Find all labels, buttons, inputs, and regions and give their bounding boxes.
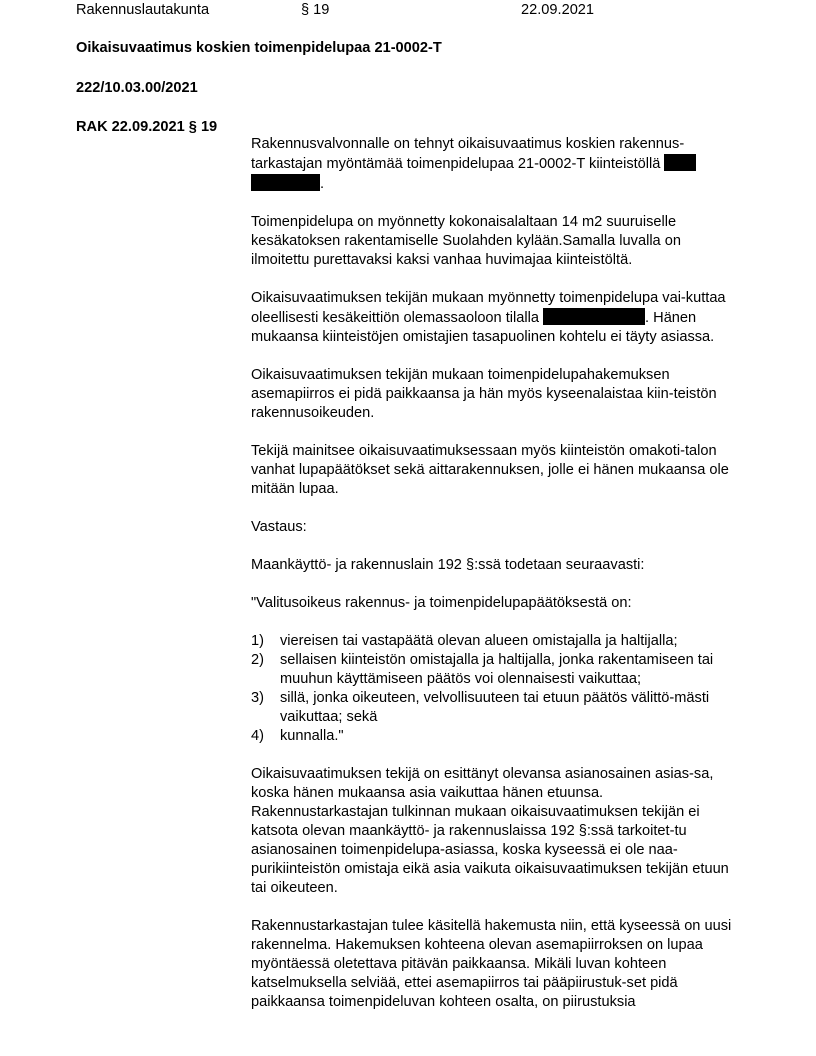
paragraph-7: Maankäyttö- ja rakennuslain 192 §:ssä todetaan seuraavasti: (251, 557, 645, 573)
header-organization: Rakennuslautakunta (76, 2, 210, 18)
page-header (0, 1, 816, 21)
list-item-number: 4) (251, 728, 264, 744)
list-item-text: sillä, jonka oikeuteen, velvollisuuteen tai etuun päätös välittö-mästi vaikuttaa; sekä (280, 690, 710, 725)
list-item-number: 1) (251, 633, 264, 649)
paragraph-1 (251, 135, 741, 194)
redaction-block (664, 154, 696, 171)
document-body (251, 135, 741, 1012)
paragraph-5: Tekijä mainitsee oikaisuvaatimuksessaan myös kiinteistön omakoti-talon vanhat lupapäätökset sekä aittarakennuksen, jolle ei hänen mukaansa ole mitään lupaa. (251, 443, 729, 497)
list-item (251, 727, 741, 746)
law-list (251, 632, 741, 746)
header-section: § 19 (301, 2, 330, 18)
header-date: 22.09.2021 (521, 2, 595, 18)
list-item-number: 2) (251, 652, 264, 668)
paragraph-3-text: Oikaisuvaatimuksen tekijän mukaan myönnetty toimenpidelupa vai-kuttaa oleellisesti kesäkeittiön olemassaoloon tilalla (251, 290, 726, 326)
paragraph-8: "Valitusoikeus rakennus- ja toimenpidelupapäätöksestä on: (251, 595, 632, 611)
redaction-block (543, 308, 645, 325)
paragraph-3-end: . Hänen mukaansa kiinteistöjen omistajien tasapuolinen kohtelu ei täyty asiassa. (251, 310, 715, 345)
list-item-text: viereisen tai vastapäätä olevan alueen omistajalla ja haltijalla; (280, 633, 678, 649)
paragraph-6: Vastaus: (251, 519, 307, 535)
paragraph-1-text: Rakennusvalvonnalle on tehnyt oikaisuvaatimus koskien rakennus-tarkastajan myöntämää toimenpidelupaa 21-0002-T kiinteistöllä (251, 136, 685, 172)
list-item (251, 651, 741, 689)
list-item-number: 3) (251, 690, 264, 706)
paragraph-10: Rakennustarkastajan tulee käsitellä hakemusta niin, että kyseessä on uusi rakennelma. Hakemuksen kohteena olevan asemapiirroksen on lupaa myöntäessä oletettava pitävän paikkaansa. Mikäli luvan kohteen katselmuksella selviää, ettei asemapiirros tai pääpiirustuk-set pidä paikkaansa toimenpideluvan kohteen osalta, on piirustuksia (251, 918, 732, 1010)
list-item-text: sellaisen kiinteistön omistajalla ja haltijalla, jonka rakentamiseen tai muuhun käyttämiseen päätös voi olennaisesti vaikuttaa; (280, 652, 714, 687)
paragraph-3 (251, 289, 741, 347)
paragraph-4: Oikaisuvaatimuksen tekijän mukaan toimenpidelupahakemuksen asemapiirros ei pidä paikkaansa ja hän myös kyseenalaistaa kiin-teistön rakennusoikeuden. (251, 367, 717, 421)
list-item (251, 689, 741, 727)
list-item-text: kunnalla." (280, 728, 344, 744)
paragraph-2: Toimenpidelupa on myönnetty kokonaisalaltaan 14 m2 suuruiselle kesäkatoksen rakentamiselle Suolahden kylään.Samalla luvalla on ilmoitettu purettavaksi kaksi vanhaa huvimajaa kiinteistöltä. (251, 214, 681, 268)
paragraph-9: Oikaisuvaatimuksen tekijä on esittänyt olevansa asianosainen asias-sa, koska hänen mukaansa asia vaikuttaa hänen etuunsa. Rakennustarkastajan tulkinnan mukaan oikaisuvaatimuksen tekijän ei katsota olevan maankäyttö- ja rakennuslaissa 192 §:ssä tarkoitet-tu asianosainen toimenpidelupa-asiassa, koska kyseessä ei ole naa-purikiinteistön omistaja eikä asia vaikuta oikaisuvaatimuksen tekijän etuun tai oikeuteen. (251, 766, 729, 896)
document-title: Oikaisuvaatimus koskien toimenpidelupaa 21-0002-T (76, 40, 442, 56)
diary-number: 222/10.03.00/2021 (76, 80, 198, 96)
redaction-block (251, 174, 320, 191)
paragraph-1-end: . (320, 176, 325, 192)
list-item (251, 632, 741, 651)
meeting-reference: RAK 22.09.2021 § 19 (76, 119, 218, 135)
